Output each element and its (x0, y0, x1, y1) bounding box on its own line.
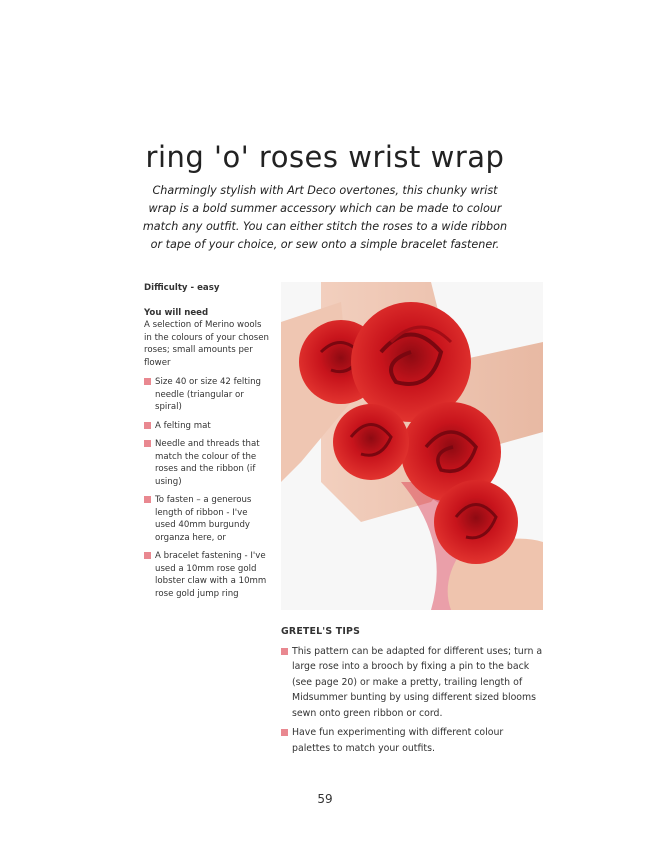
bullet-square-icon (281, 648, 288, 655)
list-item (281, 725, 543, 756)
wrist-wrap-photo (281, 282, 543, 610)
list-item (144, 376, 269, 414)
materials-list (144, 376, 269, 600)
bullet-square-icon (144, 440, 151, 447)
you-will-need-text: A selection of Merino wools in the colours of your chosen roses; small amounts per flower (144, 320, 269, 368)
list-item-text: A bracelet fastening - I've used a 10mm rose gold lobster claw with a 10mm rose gold jump ring (155, 551, 267, 599)
list-item-text: Needle and threads that match the colour of the roses and the ribbon (if using) (155, 439, 260, 487)
bullet-square-icon (144, 422, 151, 429)
bullet-square-icon (144, 496, 151, 503)
list-item (281, 644, 543, 722)
tip-text: Have fun experimenting with different colour palettes to match your outfits. (292, 727, 504, 754)
list-item-text: To fasten – a generous length of ribbon - I've used 40mm burgundy organza here, or (155, 495, 252, 543)
bullet-square-icon (144, 378, 151, 385)
list-item-text: Size 40 or size 42 felting needle (triangular or spiral) (155, 377, 261, 412)
page-title: ring 'o' roses wrist wrap (145, 140, 505, 174)
rose-4 (434, 480, 518, 564)
page-number: 59 (317, 792, 333, 806)
tip-text: This pattern can be adapted for different uses; turn a large rose into a brooch by fixing a pin to the back (see page 20) or make a pretty, trailing length of Midsummer bunting by using different sized blooms sewn onto green ribbon or cord. (292, 645, 543, 719)
list-item (144, 550, 269, 600)
bullet-square-icon (281, 729, 288, 736)
rose-5 (333, 404, 409, 480)
list-item (144, 494, 269, 544)
you-will-need-heading: You will need (144, 307, 209, 318)
list-item-text: A felting mat (155, 420, 211, 431)
tips-list (281, 644, 543, 757)
bullet-square-icon (144, 552, 151, 559)
list-item (144, 420, 269, 433)
list-item (144, 438, 269, 488)
tips-section (281, 624, 543, 760)
materials-sidebar (144, 282, 269, 606)
intro-paragraph: Charmingly stylish with Art Deco overtones, this chunky wrist wrap is a bold summer accessory which can be made to colour match any outfit. You can either stitch the roses to a wide ribbon or tape of your choice, or sew onto a simple bracelet fastener. (142, 184, 508, 251)
tips-heading: GRETEL'S TIPS (281, 626, 361, 637)
difficulty-label: Difficulty - easy (144, 283, 220, 293)
